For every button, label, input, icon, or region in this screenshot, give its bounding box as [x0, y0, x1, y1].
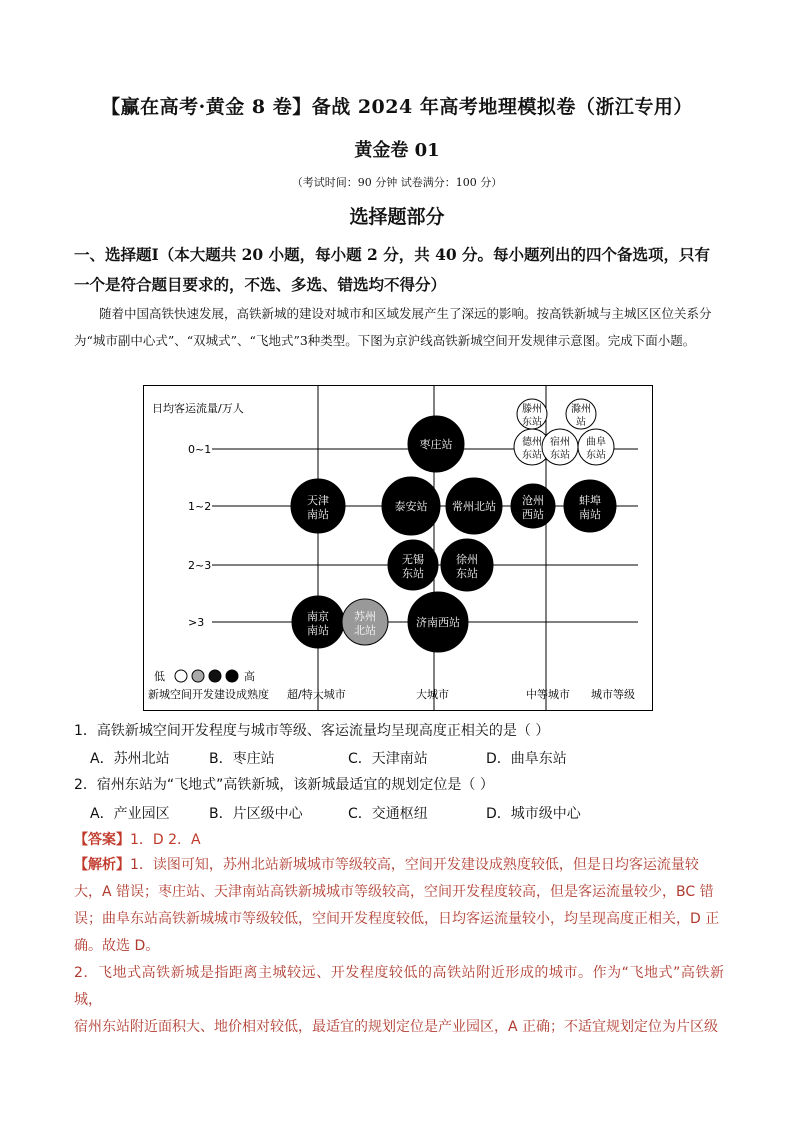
station-label: 东站	[402, 567, 424, 580]
station-marker	[566, 399, 596, 429]
station-marker	[542, 429, 578, 465]
station-marker	[517, 399, 547, 429]
legend-high-label: 高	[244, 670, 255, 683]
legend-caption: 新城空间开发建设成熟度	[148, 688, 269, 701]
station-marker	[291, 479, 345, 533]
paper-subtitle: 黄金卷 01	[354, 140, 440, 161]
station-label: 南站	[307, 624, 329, 637]
station-label: 东站	[522, 450, 542, 461]
station-label: 南站	[307, 508, 329, 521]
station-label: 东站	[522, 417, 542, 428]
station-label: 东站	[550, 450, 570, 461]
station-marker	[446, 478, 502, 534]
station-label: 无锡	[402, 553, 424, 566]
legend-swatch-1	[175, 670, 187, 682]
exam-info: （考试时间：90 分钟 试卷满分：100 分）	[291, 176, 503, 189]
answer-line	[74, 829, 201, 849]
station-marker	[408, 416, 464, 472]
station-diagram	[143, 385, 653, 711]
station-label: 泰安站	[394, 500, 428, 513]
analysis-line-2: 大，A 错误；枣庄站、天津南站高铁新城城市等级较高，空间开发程度较高，但是客运流量较少，BC 错	[74, 884, 714, 900]
station-label: 济南西站	[416, 616, 460, 629]
station-label: 沧州	[522, 494, 544, 507]
y-tick-4: >3	[188, 616, 205, 629]
analysis-line-3: 误；曲阜东站高铁新城城市等级较低，空间开发程度较低，日均客运流量较小，均呈现高度正相关，D 正	[74, 911, 720, 927]
y-tick-2: 1~2	[188, 500, 212, 513]
question-2-option-a[interactable]: A．产业园区	[90, 806, 170, 822]
station-label: 苏州	[354, 610, 376, 623]
station-label: 北站	[354, 624, 376, 637]
station-marker	[292, 596, 344, 648]
question-2-option-b[interactable]: B．片区级中心	[209, 806, 303, 822]
question-2-option-c[interactable]: C．交通枢纽	[348, 806, 428, 822]
question-1-option-a[interactable]: A．苏州北站	[90, 751, 170, 767]
station-label: 天津	[307, 494, 329, 507]
analysis-line-5: 2．飞地式高铁新城是指距离主城较远、开发程度较低的高铁站附近形成的城市。作为“飞地式”高铁新城，	[74, 965, 724, 1008]
paper-title: 【赢在高考·黄金 8 卷】备战 2024 年高考地理模拟卷（浙江专用）	[101, 96, 693, 118]
question-intro: 随着中国高铁快速发展，高铁新城的建设对城市和区域发展产生了深远的影响。按高铁新城与主城区区位关系分为“城市副中心式”、“双城式”、“飞地式”3种类型。下图为京沪线高铁新城空间开发规律示意图。完成下面小题。	[74, 306, 712, 348]
station-label: 德州	[522, 437, 542, 448]
section-heading-line1: 一、选择题Ⅰ（本大题共 20 小题，每小题 2 分，共 40 分。每小题列出的四个备选项，只有	[74, 245, 711, 264]
station-marker	[564, 480, 616, 532]
station-marker	[578, 429, 614, 465]
section-heading	[74, 240, 734, 300]
analysis-label: 【解析】	[74, 857, 130, 873]
answer-label: 【答案】	[74, 832, 130, 848]
analysis-block	[74, 852, 724, 1041]
station-marker	[408, 592, 468, 652]
part-title: 选择题部分	[349, 206, 445, 228]
question-1-option-d[interactable]: D．曲阜东站	[486, 751, 567, 767]
station-label: 曲阜	[586, 437, 606, 448]
answer-text: 1．D 2．A	[130, 832, 201, 848]
station-layer	[291, 399, 616, 652]
station-label: 滕州	[522, 404, 542, 415]
x-tick-4: 城市等级	[591, 688, 635, 701]
station-label: 常州北站	[452, 500, 496, 513]
y-tick-1: 0~1	[188, 443, 212, 456]
station-label: 站	[576, 417, 586, 428]
station-label: 枣庄站	[419, 438, 453, 451]
legend-swatch-2	[192, 670, 204, 682]
station-label: 南站	[579, 508, 601, 521]
x-tick-3: 中等城市	[526, 688, 570, 701]
station-label: 东站	[586, 450, 606, 461]
station-label: 宿州	[550, 437, 570, 448]
analysis-line-1	[74, 852, 724, 879]
legend-low-label: 低	[154, 670, 165, 683]
station-marker	[342, 599, 388, 645]
legend-swatch-4	[226, 670, 238, 682]
station-label: 滁州	[571, 404, 591, 415]
analysis-line-4: 确。故选 D。	[74, 938, 160, 954]
analysis-line-1-text: 1．读图可知，苏州北站新城城市等级较高，空间开发建设成熟度较低，但是日均客运流量较	[130, 857, 699, 873]
station-label: 蚌埠	[579, 494, 601, 507]
station-label: 南京	[307, 610, 329, 623]
station-marker	[388, 540, 438, 590]
x-tick-2: 大城市	[416, 688, 449, 701]
analysis-line-6: 宿州东站附近面积大、地价相对较低，最适宜的规划定位是产业园区，A 正确；不适宜规划定位为片区级	[74, 1019, 719, 1035]
question-2-option-d[interactable]: D．城市级中心	[486, 806, 581, 822]
question-1-stem: 1．高铁新城空间开发程度与城市等级、客运流量均呈现高度正相关的是（ ）	[74, 723, 550, 739]
station-marker	[441, 539, 493, 591]
legend-swatch-3	[209, 670, 221, 682]
question-2-stem: 2．宿州东站为“飞地式”高铁新城，该新城最适宜的规划定位是（ ）	[74, 777, 494, 793]
station-marker	[511, 484, 555, 528]
station-diagram-svg	[144, 386, 652, 710]
question-1-option-c[interactable]: C．天津南站	[348, 751, 428, 767]
station-label: 东站	[456, 567, 478, 580]
x-tick-1: 超/特大城市	[287, 688, 346, 701]
station-label: 西站	[522, 508, 544, 521]
station-label: 徐州	[456, 553, 478, 566]
y-tick-3: 2~3	[188, 559, 212, 572]
question-1-option-b[interactable]: B．枣庄站	[209, 751, 275, 767]
y-axis-label: 日均客运流量/万人	[152, 402, 244, 415]
section-heading-line2: 一个是符合题目要求的，不选、多选、错选均不得分）	[74, 275, 447, 294]
station-marker	[382, 477, 440, 535]
